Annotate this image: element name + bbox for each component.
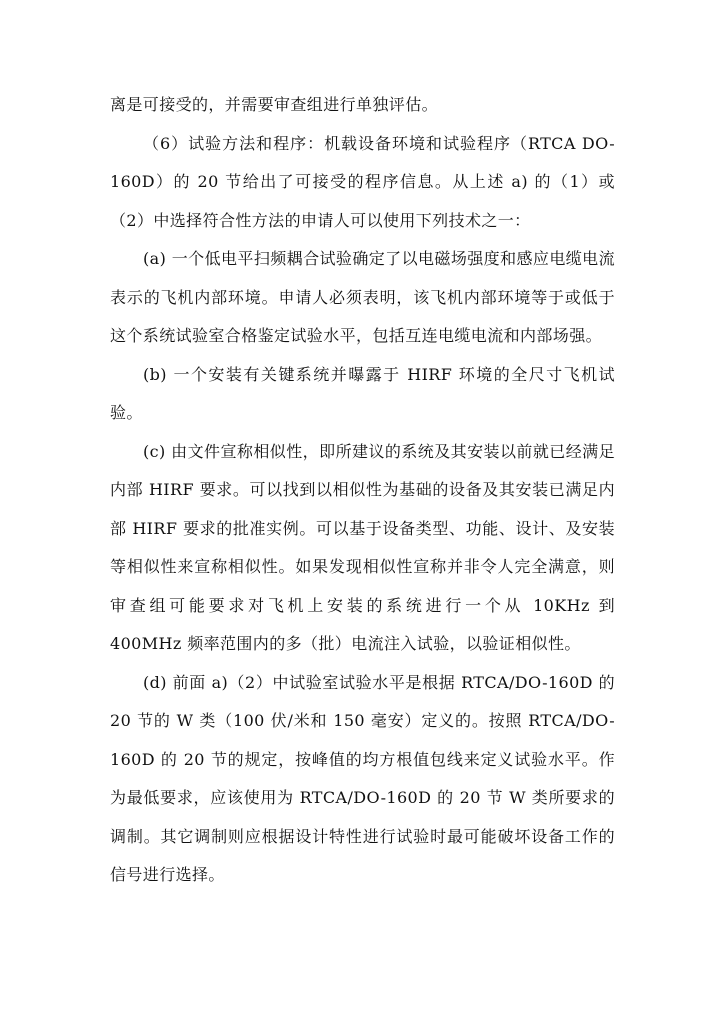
- paragraph-test-methods: （6）试验方法和程序：机载设备环境和试验程序（RTCA DO-160D）的 20 节给出了可接受的程序信息。从上述 a) 的（1）或（2）中选择符合性方法的申请人可以使用下列技术之一：: [110, 133, 615, 230]
- paragraph-item-c: (c) 由文件宣称相似性，即所建议的系统及其安装以前就已经满足内部 HIRF 要求。可以找到以相似性为基础的设备及其安装已满足内部 HIRF 要求的批准实例。可以基于设备类型、功能、设计、及安装等相似性来宣称相似性。如果发现相似性宣称并非令人完全满意，则审查组可能要求对飞机上安装的系统进行一个从 10KHz 到 400MHz 频率范围内的多（批）电流注入试验，以验证相似性。: [110, 441, 615, 653]
- paragraph-item-b: (b) 一个安装有关键系统并曝露于 HIRF 环境的全尺寸飞机试验。: [110, 364, 615, 422]
- paragraph-item-a: (a) 一个低电平扫频耦合试验确定了以电磁场强度和感应电缆电流表示的飞机内部环境。申请人必须表明，该飞机内部环境等于或低于这个系统试验室合格鉴定试验水平，包括互连电缆电流和内部场强。: [110, 249, 615, 345]
- paragraph-item-d: (d) 前面 a)（2）中试验室试验水平是根据 RTCA/DO-160D 的 20 节的 W 类（100 伏/米和 150 毫安）定义的。按照 RTCA/DO-160D 的 20 节的规定，按峰值的均方根值包线来定义试验水平。作为最低要求，应该使用为 RTCA/DO-160D 的 20 节 W 类所要求的调制。其它调制则应根据设计特性进行试验时最可能破坏设备工作的信号进行选择。: [110, 672, 615, 884]
- body-text: [110, 86, 615, 895]
- paragraph-continuation: 离是可接受的，并需要审查组进行单独评估。: [110, 95, 439, 114]
